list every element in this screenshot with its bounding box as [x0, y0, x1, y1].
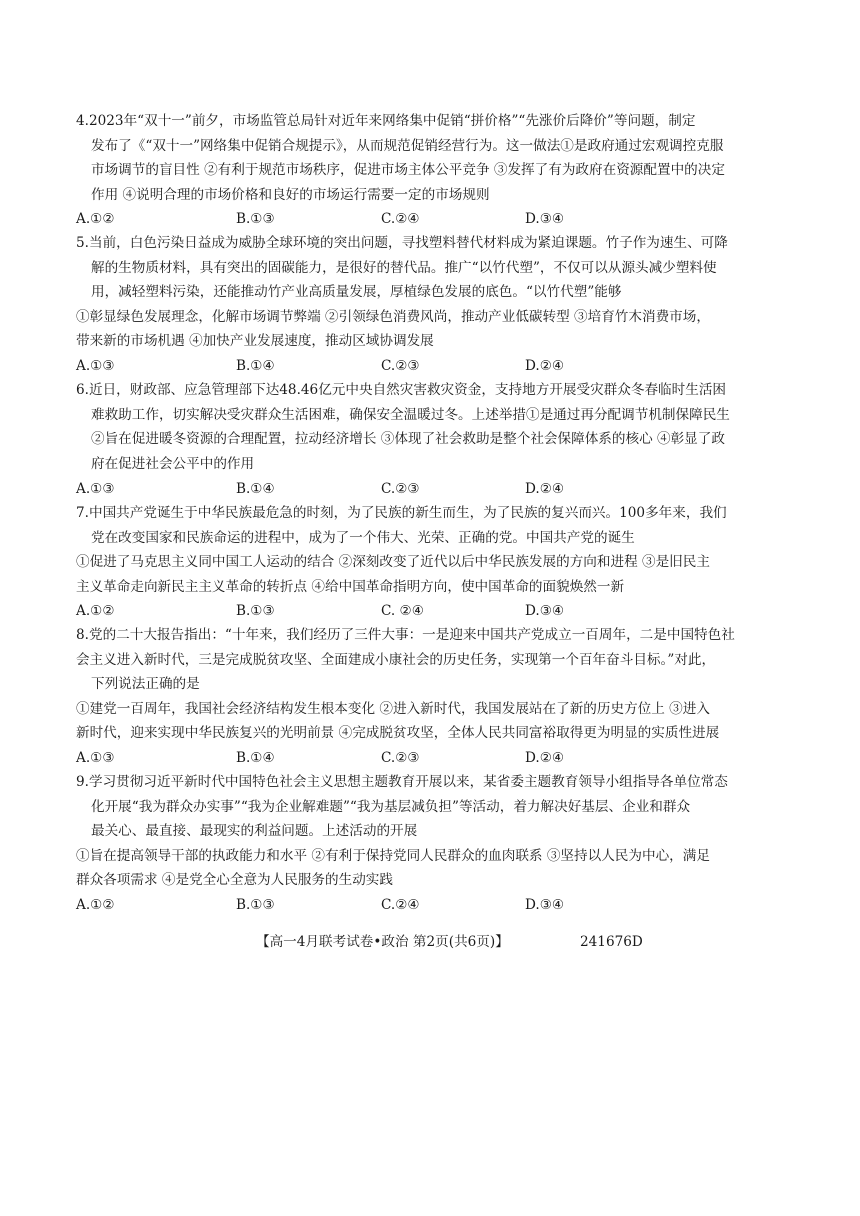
option-c[interactable]: C.②④	[381, 897, 420, 913]
question-8-options	[76, 746, 786, 771]
question-line: 发布了《“双十一”网络集中促销合规提示》，从而规范促销经营行为。这一做法①是政府通过宏观调控克服	[91, 137, 724, 154]
question-line: 8.党的二十大报告指出：“十年来，我们经历了三件大事：一是迎来中国共产党成立一百周年，二是中国特色社	[76, 627, 735, 643]
question-9	[76, 770, 786, 893]
question-line: 府在促进社会公平中的作用	[91, 455, 255, 472]
option-a[interactable]: A.①②	[76, 897, 115, 913]
question-5-options	[76, 354, 786, 379]
option-c[interactable]: C. ②④	[381, 603, 424, 619]
footer-title: 【高一4月联考试卷•政治 第2页(共6页)】	[256, 934, 509, 950]
question-line: 群众各项需求 ④是党全心全意为人民服务的生动实践	[76, 872, 393, 888]
question-9-options	[76, 893, 786, 918]
option-a[interactable]: A.①②	[76, 603, 115, 619]
question-line: 6.近日，财政部、应急管理部下达48.46亿元中央自然灾害救灾资金，支持地方开展受灾群众冬春临时生活困	[76, 382, 727, 398]
option-d[interactable]: D.③④	[525, 897, 565, 913]
question-7	[76, 501, 786, 599]
question-4	[76, 109, 786, 207]
option-d[interactable]: D.②④	[525, 481, 565, 497]
question-5	[76, 231, 786, 354]
option-b[interactable]: B.①④	[236, 750, 275, 766]
question-line: 用，减轻塑料污染，还能推动竹产业高质量发展，厚植绿色发展的底色。“以竹代塑”能够	[91, 284, 622, 300]
page-footer	[0, 930, 860, 954]
question-line: 作用 ④说明合理的市场价格和良好的市场运行需要一定的市场规则	[91, 186, 490, 203]
question-line: 会主义进入新时代，三是完成脱贫攻坚、全面建成小康社会的历史任务，实现第一个百年奋斗目标。”对此，	[76, 651, 716, 668]
question-line: 下列说法正确的是	[91, 676, 200, 692]
question-6	[76, 378, 786, 476]
question-4-options	[76, 207, 786, 232]
option-a[interactable]: A.①③	[76, 358, 115, 374]
question-line: ①旨在提高领导干部的执政能力和水平 ②有利于保持党同人民群众的血肉联系 ③坚持以人民为中心，满足	[76, 847, 710, 864]
option-c[interactable]: C.②③	[381, 358, 420, 374]
option-a[interactable]: A.①②	[76, 211, 115, 227]
option-b[interactable]: B.①③	[236, 897, 275, 913]
question-line: 4.2023年“双十一”前夕，市场监管总局针对近年来网络集中促销“拼价格”“先涨价后降价”等问题，制定	[76, 113, 696, 129]
question-line: 9.学习贯彻习近平新时代中国特色社会主义思想主题教育开展以来，某省委主题教育领导小组指导各单位常态	[76, 774, 728, 790]
footer-code: 241676D	[580, 934, 643, 950]
option-c[interactable]: C.②③	[381, 750, 420, 766]
question-line: 带来新的市场机遇 ④加快产业发展速度，推动区域协调发展	[76, 333, 434, 349]
option-c[interactable]: C.②④	[381, 211, 420, 227]
option-d[interactable]: D.②④	[525, 358, 565, 374]
question-7-options	[76, 599, 786, 624]
question-line: 5.当前，白色污染日益成为威胁全球环境的突出问题，寻找塑料替代材料成为紧迫课题。竹子作为速生、可降	[76, 235, 728, 251]
question-line: 新时代，迎来实现中华民族复兴的光明前景 ④完成脱贫攻坚，全体人民共同富裕取得更为明显的实质性进展	[76, 725, 720, 741]
question-line: ①促进了马克思主义同中国工人运动的结合 ②深刻改变了近代以后中华民族发展的方向和进程 ③是旧民主	[76, 554, 710, 570]
question-line: 解的生物质材料，具有突出的固碳能力，是很好的替代品。推广“以竹代塑”，不仅可以从源头减少塑料使	[91, 259, 717, 276]
option-d[interactable]: D.③④	[525, 603, 565, 619]
question-8	[76, 623, 786, 746]
option-c[interactable]: C.②③	[381, 481, 420, 497]
question-line: ①建党一百周年，我国社会经济结构发生根本变化 ②进入新时代，我国发展站在了新的历史方位上 ③进入	[76, 700, 710, 717]
option-b[interactable]: B.①④	[236, 481, 275, 497]
option-d[interactable]: D.②④	[525, 750, 565, 766]
question-line: ①彰显绿色发展理念，化解市场调节弊端 ②引领绿色消费风尚，推动产业低碳转型 ③培育竹木消费市场，	[76, 308, 710, 325]
question-line: 化开展“我为群众办实事”“我为企业解难题”“我为基层减负担”等活动，着力解决好基层、企业和群众	[91, 798, 691, 815]
option-d[interactable]: D.③④	[525, 211, 565, 227]
option-b[interactable]: B.①③	[236, 211, 275, 227]
question-line: 市场调节的盲目性 ②有利于规范市场秩序，促进市场主体公平竞争 ③发挥了有为政府在资源配置中的决定	[91, 162, 725, 178]
question-line: 7.中国共产党诞生于中华民族最危急的时刻，为了民族的新生而生，为了民族的复兴而兴。100多年来，我们	[76, 505, 727, 521]
question-line: 党在改变国家和民族命运的进程中，成为了一个伟大、光荣、正确的党。中国共产党的诞生	[91, 529, 635, 546]
question-6-options	[76, 477, 786, 502]
question-line: 主义革命走向新民主主义革命的转折点 ④给中国革命指明方向，使中国革命的面貌焕然一新	[76, 578, 625, 595]
option-a[interactable]: A.①③	[76, 750, 115, 766]
option-b[interactable]: B.①④	[236, 358, 275, 374]
option-a[interactable]: A.①③	[76, 481, 115, 497]
option-b[interactable]: B.①③	[236, 603, 275, 619]
question-line: 最关心、最直接、最现实的利益问题。上述活动的开展	[91, 823, 418, 839]
question-line: 难救助工作，切实解决受灾群众生活困难，确保安全温暖过冬。上述举措①是通过再分配调节机制保障民生	[91, 406, 730, 423]
question-line: ②旨在促进暖冬资源的合理配置，拉动经济增长 ③体现了社会救助是整个社会保障体系的核心 ④彰显了政	[91, 431, 725, 447]
